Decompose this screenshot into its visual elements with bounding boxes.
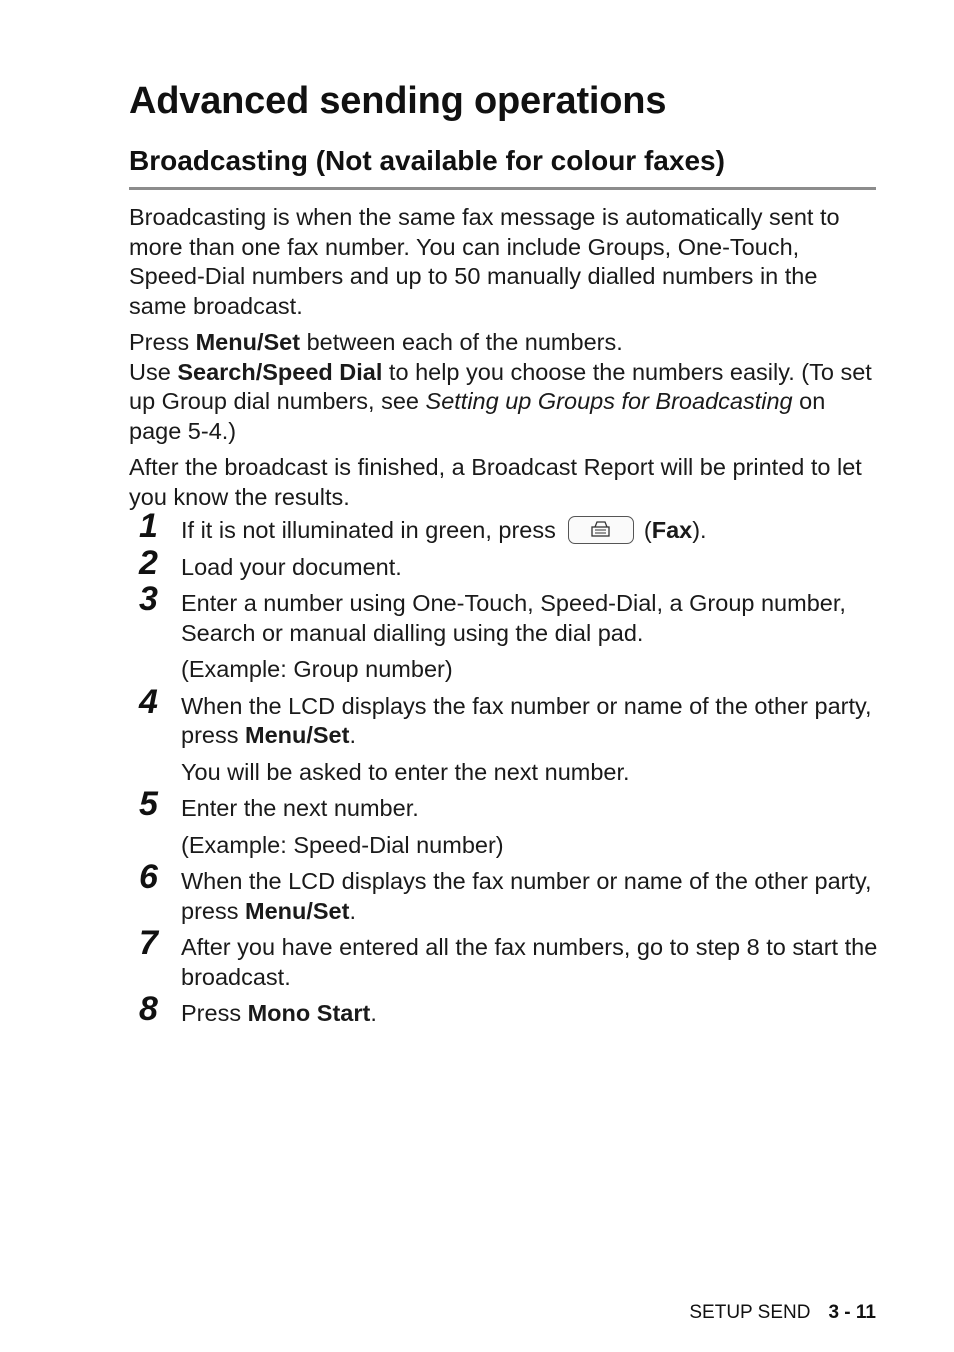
search-speed-dial-key-label: Search/Speed Dial — [177, 358, 383, 385]
mono-start-key-label: Mono Start — [247, 1000, 371, 1026]
step-4 — [129, 682, 879, 788]
step-number: 1 — [139, 507, 158, 545]
step-number: 5 — [139, 785, 158, 823]
step-text-pre: If it is not illuminated in green, press — [181, 517, 556, 543]
page-title: Advanced sending operations — [129, 80, 667, 122]
step-5 — [129, 785, 879, 860]
step-text-post: . — [349, 722, 356, 748]
press-text-end: between each of the numbers. — [300, 329, 623, 355]
section-divider — [129, 187, 876, 190]
step-text: After you have entered all the fax numbers, go to step 8 to start the broadcast. — [181, 934, 878, 990]
step-text: Enter a number using One-Touch, Speed-Dial, a Group number, Search or manual dialling using the dial pad. — [181, 590, 846, 646]
use-text-end: to help you choose the numbers easily. (To set up Group dial numbers, see — [129, 358, 872, 414]
section-title: Broadcasting (Not available for colour faxes) — [129, 145, 725, 176]
step-text: Load your document. — [181, 553, 402, 580]
menu-set-key-label: Menu/Set — [245, 722, 350, 748]
step-number: 4 — [139, 682, 158, 721]
step-number: 6 — [139, 858, 158, 896]
step-number: 3 — [139, 580, 158, 618]
step-2 — [129, 543, 879, 583]
step-text — [181, 867, 879, 926]
paren-open: ( — [643, 517, 652, 543]
step-text — [181, 692, 879, 751]
step-note: You will be asked to enter the next number. — [181, 758, 630, 785]
page-number: 3 - 11 — [828, 1302, 876, 1323]
footer-section: SETUP SEND — [689, 1302, 811, 1323]
step-7 — [129, 924, 879, 992]
fax-key-label: Fax — [651, 517, 693, 543]
step-3 — [129, 580, 879, 685]
steps-list — [129, 507, 879, 1036]
cross-reference: Setting up Groups for Broadcasting — [425, 388, 793, 414]
menu-set-key-label: Menu/Set — [245, 897, 350, 924]
page-footer — [689, 1302, 876, 1324]
step-number: 8 — [139, 990, 158, 1028]
step-text-pre: Press — [181, 1000, 248, 1026]
instructions-paragraph — [129, 328, 879, 446]
paren-close: ). — [692, 517, 707, 543]
step-number: 2 — [139, 543, 158, 582]
step-8 — [129, 990, 879, 1029]
step-text-pre: When the LCD displays the fax number or name of the other party, press — [181, 692, 872, 748]
step-text — [181, 516, 879, 546]
intro-block — [129, 203, 879, 519]
intro-paragraph: Broadcasting is when the same fax message is automatically sent to more than one fax number. You can include Groups, One-Touch, Speed-Dial numbers and up to 50 manually dialled numbers in the same broadcast. — [129, 204, 840, 319]
step-text-post: . — [349, 897, 356, 924]
use-text: Use — [129, 358, 178, 385]
step-note: (Example: Group number) — [181, 656, 453, 682]
press-text: Press — [129, 329, 196, 355]
step-text: Enter the next number. — [181, 795, 419, 821]
fax-key-icon — [568, 516, 634, 544]
step-text-post: . — [370, 1000, 377, 1026]
step-text — [181, 999, 879, 1029]
after-paragraph: After the broadcast is finished, a Broadcast Report will be printed to let you know the results. — [129, 454, 862, 510]
menu-set-key-label: Menu/Set — [195, 329, 301, 355]
step-note: (Example: Speed-Dial number) — [181, 831, 504, 858]
step-number: 7 — [139, 924, 158, 962]
step-6 — [129, 858, 879, 926]
step-1 — [129, 507, 879, 546]
step-text-pre: When the LCD displays the fax number or name of the other party, press — [181, 868, 872, 924]
page-reference: on page 5-4.) — [129, 388, 826, 444]
